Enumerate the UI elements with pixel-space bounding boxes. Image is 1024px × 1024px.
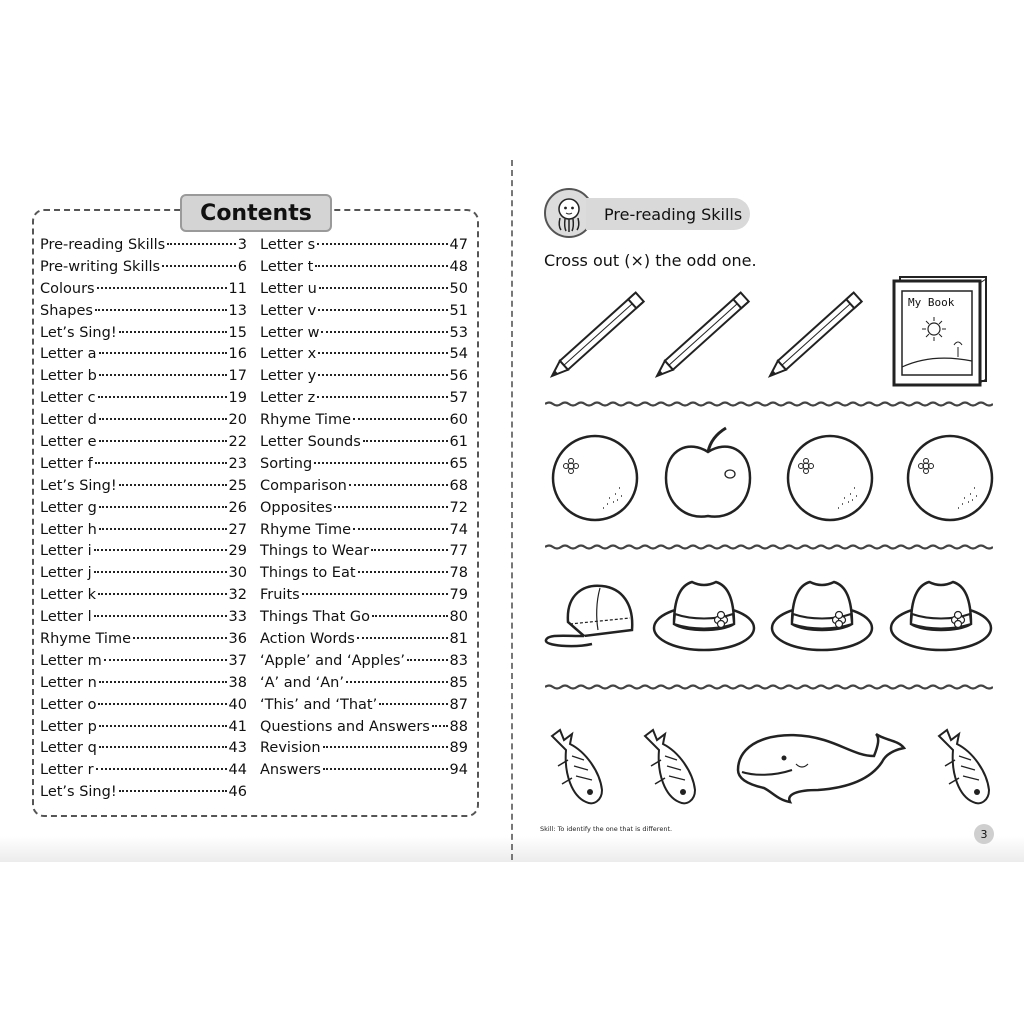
book-icon bbox=[892, 275, 990, 387]
toc-entry-label: Let’s Sing! bbox=[40, 477, 117, 494]
toc-entry bbox=[260, 631, 468, 653]
toc-leader-dots bbox=[162, 265, 236, 267]
fish-icon bbox=[546, 726, 608, 808]
toc-entry-page: 72 bbox=[449, 499, 468, 516]
toc-entry bbox=[260, 697, 468, 719]
toc-entry-page: 17 bbox=[228, 368, 247, 385]
toc-entry bbox=[40, 675, 247, 697]
toc-entry bbox=[260, 390, 468, 412]
toc-leader-dots bbox=[363, 440, 448, 442]
toc-entry-label: Letter e bbox=[40, 434, 97, 451]
toc-entry-label: Action Words bbox=[260, 631, 355, 648]
toc-entry-label: Letter i bbox=[40, 543, 92, 560]
toc-leader-dots bbox=[99, 352, 227, 354]
toc-leader-dots bbox=[95, 462, 227, 464]
toc-entry-page: 25 bbox=[228, 477, 247, 494]
toc-entry-page: 20 bbox=[228, 412, 247, 429]
toc-entry bbox=[40, 325, 247, 347]
toc-entry bbox=[260, 587, 468, 609]
book-cover-label: My Book bbox=[908, 296, 955, 309]
toc-entry bbox=[260, 478, 468, 500]
toc-leader-dots bbox=[346, 681, 448, 683]
toc-entry-label: Rhyme Time bbox=[260, 412, 351, 429]
toc-entry-page: 47 bbox=[449, 237, 468, 253]
toc-entry-label: Letter b bbox=[40, 368, 97, 385]
toc-entry bbox=[40, 303, 247, 325]
toc-entry-page: 36 bbox=[228, 631, 247, 648]
toc-entry bbox=[260, 653, 468, 675]
toc-entry bbox=[260, 259, 468, 281]
toc-entry-page: 88 bbox=[449, 718, 468, 735]
toc-leader-dots bbox=[99, 506, 227, 508]
toc-entry bbox=[40, 587, 247, 609]
toc-entry-label: Comparison bbox=[260, 477, 347, 494]
toc-entry-label: Letter v bbox=[260, 302, 317, 319]
toc-entry-label: Shapes bbox=[40, 302, 93, 319]
toc-entry-label: Letter y bbox=[260, 368, 317, 385]
toc-entry bbox=[40, 784, 247, 806]
toc-entry bbox=[40, 522, 247, 544]
toc-leader-dots bbox=[323, 768, 448, 770]
toc-entry-label: Letter j bbox=[40, 565, 92, 582]
toc-leader-dots bbox=[99, 418, 227, 420]
toc-entry-label: Letter c bbox=[40, 390, 96, 407]
toc-entry-page: 13 bbox=[228, 302, 247, 319]
toc-leader-dots bbox=[323, 746, 448, 748]
toc-entry-page: 41 bbox=[228, 718, 247, 735]
toc-entry-label: Letter d bbox=[40, 412, 97, 429]
toc-leader-dots bbox=[99, 725, 227, 727]
toc-entry-page: 80 bbox=[449, 609, 468, 626]
toc-entry-page: 30 bbox=[228, 565, 247, 582]
toc-entry-page: 16 bbox=[228, 346, 247, 363]
toc-entry bbox=[260, 412, 468, 434]
fish-icon bbox=[933, 726, 995, 808]
toc-entry-page: 54 bbox=[449, 346, 468, 363]
row-divider bbox=[545, 544, 993, 550]
toc-entry bbox=[40, 762, 247, 784]
hat-icon bbox=[770, 576, 874, 654]
pencil-icon bbox=[651, 284, 755, 382]
toc-entry-label: Letter g bbox=[40, 499, 97, 516]
toc-leader-dots bbox=[94, 549, 227, 551]
row-divider bbox=[545, 684, 993, 690]
toc-entry-page: 43 bbox=[228, 740, 247, 757]
toc-entry-label: Fruits bbox=[260, 587, 300, 604]
toc-entry-page: 32 bbox=[228, 587, 247, 604]
toc-entry-label: ‘This’ and ‘That’ bbox=[260, 696, 378, 713]
whale-icon bbox=[734, 722, 906, 810]
toc-entry-label: Answers bbox=[260, 762, 321, 779]
toc-entry-page: 37 bbox=[228, 652, 247, 669]
toc-entry-label: Rhyme Time bbox=[260, 521, 351, 538]
toc-entry bbox=[260, 281, 468, 303]
toc-entry-page: 48 bbox=[449, 258, 468, 275]
hat-icon bbox=[889, 576, 993, 654]
toc-leader-dots bbox=[334, 506, 447, 508]
toc-entry bbox=[260, 609, 468, 631]
toc-entry-page: 40 bbox=[228, 696, 247, 713]
toc-entry-page: 87 bbox=[449, 696, 468, 713]
toc-entry-page: 53 bbox=[449, 324, 468, 341]
toc-leader-dots bbox=[94, 615, 227, 617]
toc-entry-label: Let’s Sing! bbox=[40, 324, 117, 341]
toc-entry bbox=[260, 762, 468, 784]
toc-entry-label: Things That Go bbox=[260, 609, 370, 626]
toc-leader-dots bbox=[99, 681, 227, 683]
toc-entry-label: Things to Wear bbox=[260, 543, 370, 560]
toc-entry bbox=[260, 237, 468, 259]
toc-entry bbox=[40, 434, 247, 456]
toc-entry-page: 94 bbox=[449, 762, 468, 779]
toc-leader-dots bbox=[371, 549, 447, 551]
toc-entry bbox=[40, 543, 247, 565]
cap-icon bbox=[544, 578, 636, 650]
toc-leader-dots bbox=[317, 396, 447, 398]
toc-entry-label: Revision bbox=[260, 740, 321, 757]
toc-leader-dots bbox=[96, 768, 227, 770]
toc-entry bbox=[40, 565, 247, 587]
toc-entry-label: Letter m bbox=[40, 652, 102, 669]
toc-entry-page: 85 bbox=[449, 674, 468, 691]
toc-entry-page: 89 bbox=[449, 740, 468, 757]
toc-entry bbox=[260, 303, 468, 325]
skill-note: Skill: To identify the one that is different. bbox=[540, 825, 673, 833]
toc-entry bbox=[40, 697, 247, 719]
toc-entry-label: Questions and Answers bbox=[260, 718, 430, 735]
toc-entry-label: Let’s Sing! bbox=[40, 784, 117, 801]
toc-entry-page: 81 bbox=[449, 631, 468, 648]
toc-leader-dots bbox=[119, 331, 227, 333]
toc-entry bbox=[40, 237, 247, 259]
toc-entry-label: Opposites bbox=[260, 499, 333, 516]
toc-entry bbox=[260, 456, 468, 478]
toc-entry-page: 33 bbox=[228, 609, 247, 626]
toc-entry-label: Letter n bbox=[40, 674, 97, 691]
toc-leader-dots bbox=[353, 528, 448, 530]
toc-entry-label: Pre-writing Skills bbox=[40, 258, 161, 275]
contents-column-2 bbox=[260, 237, 468, 784]
toc-leader-dots bbox=[349, 484, 448, 486]
toc-entry bbox=[260, 434, 468, 456]
toc-entry-page: 50 bbox=[449, 280, 468, 297]
toc-entry-label: Letter t bbox=[260, 258, 314, 275]
toc-entry-page: 77 bbox=[449, 543, 468, 560]
toc-entry bbox=[40, 259, 247, 281]
toc-leader-dots bbox=[99, 528, 227, 530]
toc-entry bbox=[260, 675, 468, 697]
toc-entry-page: 38 bbox=[228, 674, 247, 691]
toc-leader-dots bbox=[372, 615, 448, 617]
toc-leader-dots bbox=[99, 374, 227, 376]
contents-title: Contents bbox=[180, 194, 332, 232]
toc-entry-label: Letter r bbox=[40, 762, 94, 779]
toc-entry-page: 23 bbox=[228, 455, 247, 472]
toc-entry-page: 60 bbox=[449, 412, 468, 429]
toc-entry-label: Letter s bbox=[260, 237, 316, 253]
toc-entry bbox=[260, 500, 468, 522]
toc-entry-page: 29 bbox=[228, 543, 247, 560]
toc-entry-label: Rhyme Time bbox=[40, 631, 131, 648]
toc-entry-label: Letter q bbox=[40, 740, 97, 757]
toc-entry bbox=[260, 368, 468, 390]
toc-leader-dots bbox=[95, 309, 227, 311]
toc-entry-page: 79 bbox=[449, 587, 468, 604]
toc-leader-dots bbox=[314, 462, 447, 464]
toc-leader-dots bbox=[99, 746, 227, 748]
toc-leader-dots bbox=[99, 440, 227, 442]
toc-entry bbox=[40, 609, 247, 631]
toc-leader-dots bbox=[317, 243, 447, 245]
toc-entry-page: 57 bbox=[449, 390, 468, 407]
toc-entry-page: 19 bbox=[228, 390, 247, 407]
toc-leader-dots bbox=[358, 571, 448, 573]
toc-entry-page: 74 bbox=[449, 521, 468, 538]
toc-entry-page: 83 bbox=[449, 652, 468, 669]
toc-entry bbox=[260, 565, 468, 587]
toc-leader-dots bbox=[119, 790, 227, 792]
toc-leader-dots bbox=[357, 637, 448, 639]
toc-entry-page: 22 bbox=[228, 434, 247, 451]
toc-leader-dots bbox=[315, 265, 447, 267]
toc-leader-dots bbox=[319, 287, 448, 289]
toc-entry bbox=[40, 456, 247, 478]
toc-entry bbox=[260, 543, 468, 565]
toc-entry bbox=[40, 390, 247, 412]
orange-icon bbox=[904, 432, 996, 524]
toc-entry-page: 61 bbox=[449, 434, 468, 451]
toc-leader-dots bbox=[119, 484, 227, 486]
toc-entry-page: 68 bbox=[449, 477, 468, 494]
toc-entry-label: Colours bbox=[40, 280, 95, 297]
toc-leader-dots bbox=[318, 352, 447, 354]
toc-entry-label: Things to Eat bbox=[260, 565, 356, 582]
toc-entry-page: 46 bbox=[228, 784, 247, 801]
toc-entry-label: Letter o bbox=[40, 696, 97, 713]
pencil-icon bbox=[546, 284, 650, 382]
toc-entry-label: Letter f bbox=[40, 455, 93, 472]
toc-entry bbox=[40, 346, 247, 368]
toc-entry-label: Letter x bbox=[260, 346, 317, 363]
toc-entry-page: 11 bbox=[228, 280, 247, 297]
apple-icon bbox=[660, 424, 756, 524]
fish-icon bbox=[639, 726, 701, 808]
toc-entry bbox=[260, 325, 468, 347]
toc-entry bbox=[40, 631, 247, 653]
orange-icon bbox=[784, 432, 876, 524]
toc-leader-dots bbox=[407, 659, 448, 661]
toc-leader-dots bbox=[98, 703, 226, 705]
instruction-text: Cross out (×) the odd one. bbox=[544, 251, 757, 270]
toc-entry bbox=[40, 281, 247, 303]
toc-entry-label: ‘Apple’ and ‘Apples’ bbox=[260, 652, 406, 669]
toc-entry-label: Letter a bbox=[40, 346, 97, 363]
toc-entry-label: Letter w bbox=[260, 324, 320, 341]
toc-entry-page: 3 bbox=[237, 237, 247, 253]
toc-entry bbox=[40, 653, 247, 675]
section-title: Pre-reading Skills bbox=[586, 198, 750, 230]
toc-entry bbox=[260, 719, 468, 741]
toc-entry-label: Letter l bbox=[40, 609, 92, 626]
toc-leader-dots bbox=[379, 703, 447, 705]
toc-entry bbox=[40, 478, 247, 500]
toc-entry-page: 27 bbox=[228, 521, 247, 538]
toc-leader-dots bbox=[432, 725, 448, 727]
row-divider bbox=[545, 401, 993, 407]
toc-entry-page: 78 bbox=[449, 565, 468, 582]
toc-entry-label: Letter k bbox=[40, 587, 97, 604]
hat-icon bbox=[652, 576, 756, 654]
toc-leader-dots bbox=[167, 243, 236, 245]
toc-entry-page: 51 bbox=[449, 302, 468, 319]
toc-entry-label: Letter Sounds bbox=[260, 434, 361, 451]
page-gutter bbox=[511, 160, 513, 860]
toc-leader-dots bbox=[353, 418, 448, 420]
toc-entry bbox=[40, 740, 247, 762]
toc-entry bbox=[260, 346, 468, 368]
toc-leader-dots bbox=[94, 571, 227, 573]
toc-entry-page: 44 bbox=[228, 762, 247, 779]
toc-leader-dots bbox=[97, 287, 227, 289]
toc-entry-label: Letter h bbox=[40, 521, 97, 538]
toc-entry-page: 56 bbox=[449, 368, 468, 385]
toc-entry bbox=[260, 522, 468, 544]
orange-icon bbox=[549, 432, 641, 524]
toc-entry bbox=[40, 368, 247, 390]
page-number: 3 bbox=[974, 824, 994, 844]
contents-column-1 bbox=[40, 237, 247, 806]
toc-leader-dots bbox=[98, 396, 227, 398]
toc-entry-label: Letter u bbox=[260, 280, 317, 297]
toc-entry-label: Letter z bbox=[260, 390, 316, 407]
toc-entry-page: 6 bbox=[237, 258, 247, 275]
toc-entry bbox=[40, 412, 247, 434]
toc-entry-page: 15 bbox=[228, 324, 247, 341]
toc-entry-label: ‘A’ and ‘An’ bbox=[260, 674, 344, 691]
toc-leader-dots bbox=[104, 659, 227, 661]
toc-leader-dots bbox=[133, 637, 227, 639]
pencil-icon bbox=[764, 284, 868, 382]
toc-leader-dots bbox=[321, 331, 447, 333]
toc-leader-dots bbox=[302, 593, 448, 595]
toc-entry-page: 65 bbox=[449, 455, 468, 472]
toc-entry-label: Letter p bbox=[40, 718, 97, 735]
toc-entry bbox=[40, 500, 247, 522]
toc-leader-dots bbox=[318, 309, 447, 311]
toc-entry-page: 26 bbox=[228, 499, 247, 516]
toc-entry bbox=[40, 719, 247, 741]
toc-leader-dots bbox=[318, 374, 447, 376]
toc-entry-label: Sorting bbox=[260, 455, 313, 472]
toc-entry bbox=[260, 740, 468, 762]
toc-leader-dots bbox=[98, 593, 227, 595]
toc-entry-label: Pre-reading Skills bbox=[40, 237, 166, 253]
